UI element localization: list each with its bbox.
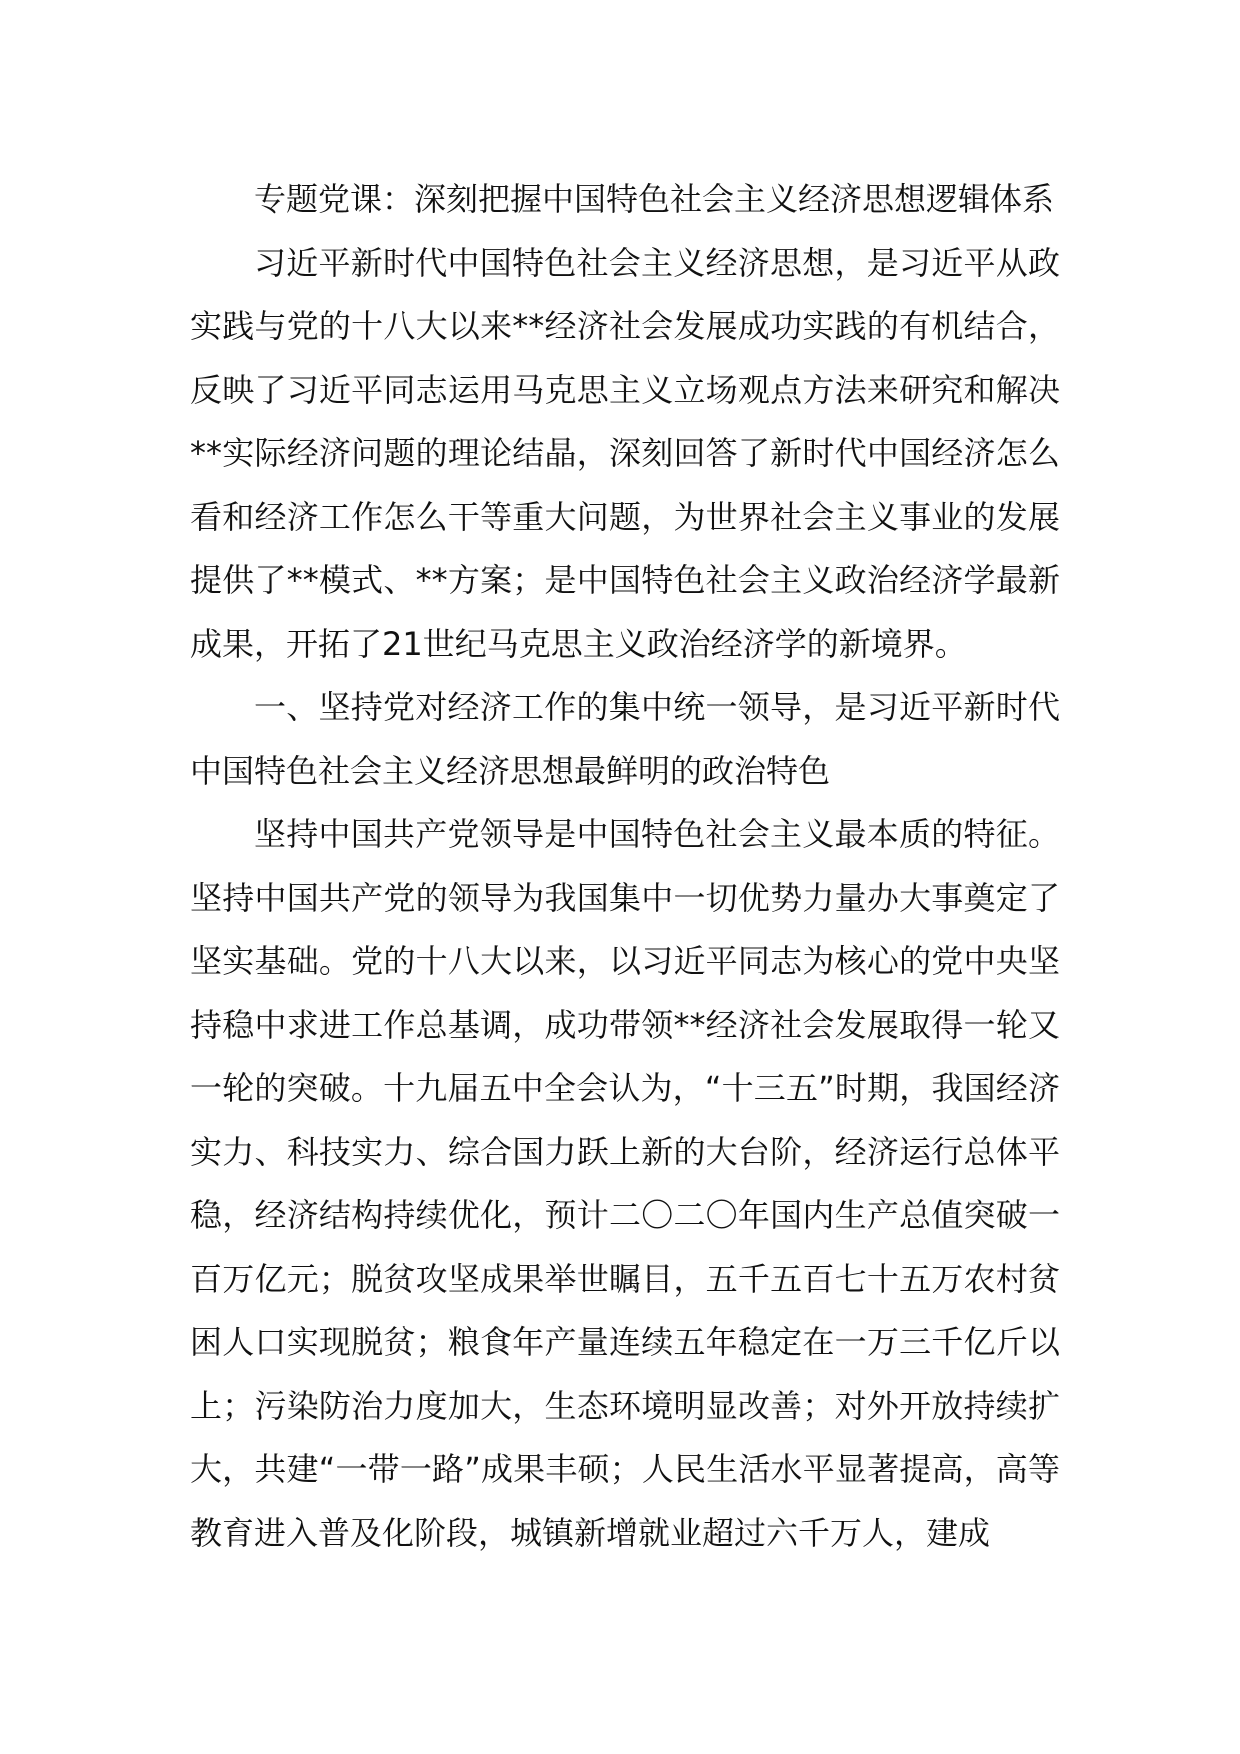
document-title: 专题党课：深刻把握中国特色社会主义经济思想逻辑体系 bbox=[254, 180, 1055, 218]
document-body bbox=[190, 168, 1060, 1565]
paragraph-intro: 习近平新时代中国特色社会主义经济思想，是习近平从政实践与党的十八大以来**经济社会发展成功实践的有机结合，反映了习近平同志运用马克思主义立场观点方法来研究和解决**实际经济问题的理论结晶，深刻回答了新时代中国经济怎么看和经济工作怎么干等重大问题，为世界社会主义事业的发展提供了**模式、**方案；是中国特色社会主义政治经济学最新成果，开拓了21世纪马克思主义政治经济学的新境界。 bbox=[190, 243, 1060, 663]
paragraph-party-leadership: 坚持中国共产党领导是中国特色社会主义最本质的特征。坚持中国共产党的领导为我国集中一切优势力量办大事奠定了坚实基础。党的十八大以来，以习近平同志为核心的党中央坚持稳中求进工作总基调，成功带领**经济社会发展取得一轮又一轮的突破。十九届五中全会认为，“十三五”时期，我国经济实力、科技实力、综合国力跃上新的大台阶，经济运行总体平稳，经济结构持续优化，预计二〇二〇年国内生产总值突破一百万亿元；脱贫攻坚成果举世瞩目，五千五百七十五万农村贫困人口实现脱贫；粮食年产量连续五年稳定在一万三千亿斤以上；污染防治力度加大，生态环境明显改善；对外开放持续扩大，共建“一带一路”成果丰硕；人民生活水平显著提高，高等教育进入普及化阶段，城镇新增就业超过六千万人，建成 bbox=[190, 815, 1060, 1552]
section-heading-1: 一、坚持党对经济工作的集中统一领导，是习近平新时代中国特色社会主义经济思想最鲜明的政治特色 bbox=[190, 688, 1060, 790]
